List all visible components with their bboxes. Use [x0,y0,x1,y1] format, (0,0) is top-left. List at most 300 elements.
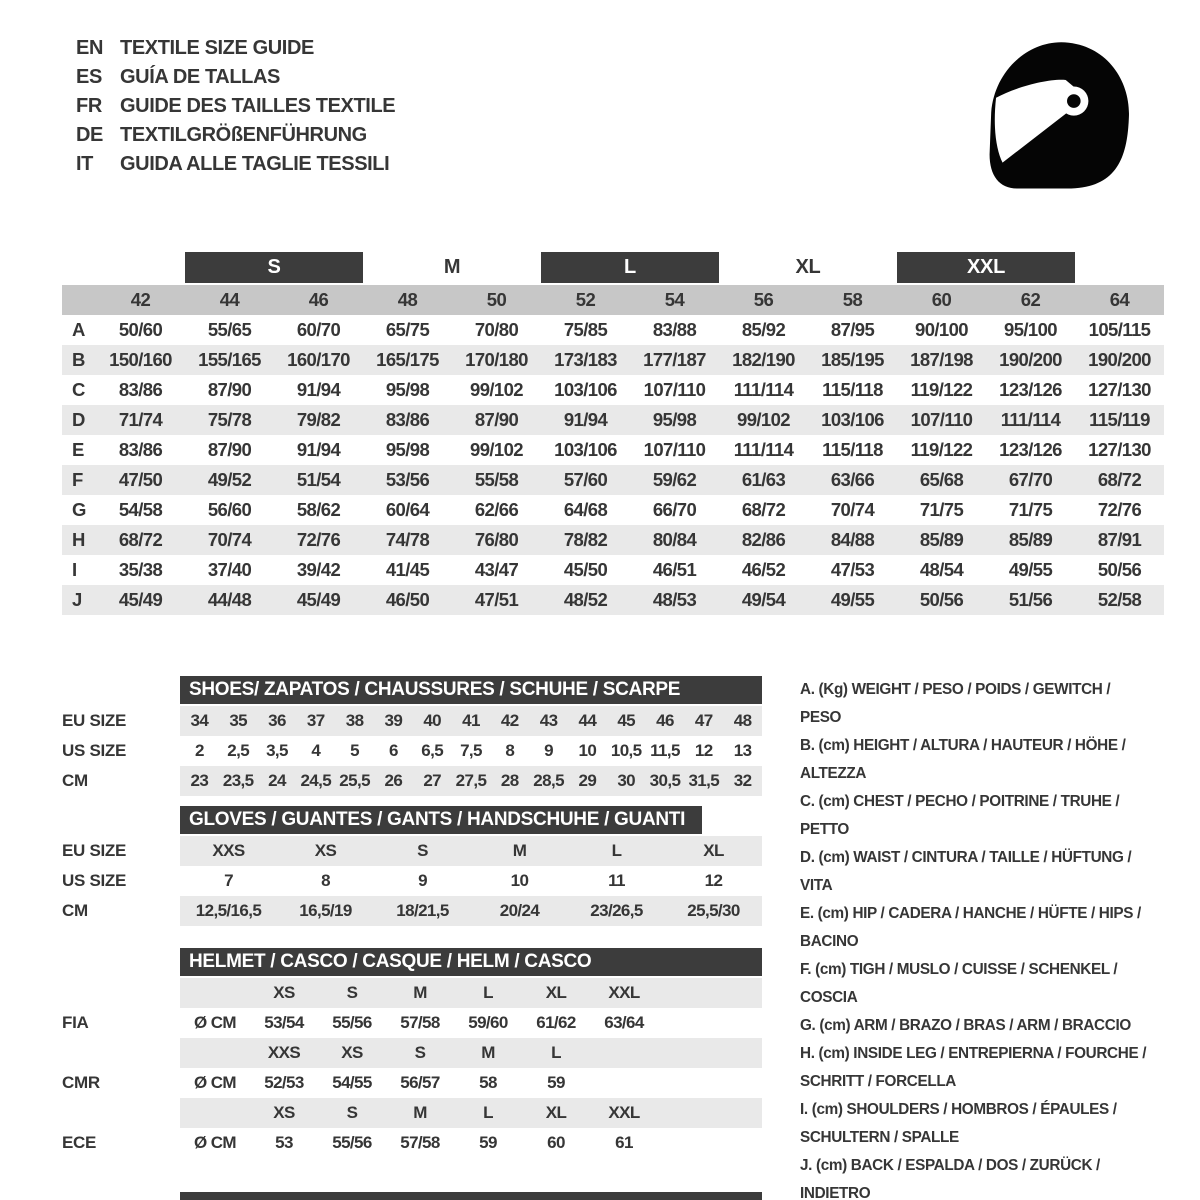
size-value: 155/165 [198,349,261,370]
size-value: 71/75 [919,499,964,520]
size-value: 165/175 [376,349,439,370]
size-value: 190/200 [999,349,1062,370]
textile-size-table [62,252,1164,615]
measure-value: 2 [194,741,204,760]
size-value: 111/114 [733,439,794,460]
size-value: 99/102 [470,439,523,460]
size-band-xxl: XXL [897,252,1075,283]
racing-helmet-icon [972,33,1140,195]
measure-value: 40 [423,711,442,730]
measure-value: 7,5 [460,741,482,760]
size-value: 115/118 [822,439,883,460]
measure-value: 26 [384,771,403,790]
measure-value: 12 [704,871,723,890]
legend-item: D. (cm) WAIST / CINTURA / TAILLE / HÜFTUNG / VITA [800,849,1132,894]
unit-label: Ø CM [194,1073,236,1092]
measure-values [180,896,762,926]
column-header: 48 [397,289,418,310]
helmet-row-spacer [62,1098,180,1128]
partial-bottom-bar [180,1192,762,1200]
helmet-value: 59 [479,1133,497,1152]
measure-value: 24 [268,771,286,790]
helmet-standard-label: FIA [62,1013,89,1032]
measure-value: XXS [212,841,245,860]
size-value: 87/91 [1097,529,1142,550]
size-value: 43/47 [474,559,519,580]
language-row [76,150,395,179]
size-value: 182/190 [732,349,795,370]
measure-value: 35 [229,711,248,730]
measure-row-label: US SIZE [62,871,127,890]
measure-value: 23/26,5 [590,901,643,920]
legend-item: A. (Kg) WEIGHT / PESO / POIDS / GEWITCH / PESO [800,681,1111,726]
size-value: 55/58 [474,469,519,490]
measure-value: 5 [350,741,360,760]
size-value: 170/180 [465,349,528,370]
size-value: 47/51 [474,589,519,610]
size-value: 127/130 [1088,439,1151,460]
measure-value: 9 [418,871,427,890]
measure-value: 38 [345,711,364,730]
row-label: A [72,319,85,340]
size-value: 82/86 [741,529,786,550]
size-value: 66/70 [652,499,697,520]
column-header: 64 [1109,289,1130,310]
helmet-size-label: XXS [267,1043,301,1062]
size-value: 47/50 [118,469,163,490]
size-value: 95/100 [1004,319,1057,340]
size-value: 123/126 [999,379,1062,400]
size-value: 70/74 [830,499,875,520]
measure-value: 20/24 [499,901,540,920]
gloves-section [62,806,762,926]
size-value: 115/119 [1089,409,1150,430]
size-value: 187/198 [910,349,973,370]
measure-values [180,836,762,866]
column-header: 56 [753,289,774,310]
size-table-row [62,555,1164,585]
helmet-sizes-row [62,978,762,1008]
measurement-legend [800,676,1152,1200]
size-value: 85/89 [1008,529,1053,550]
size-value: 84/88 [830,529,875,550]
helmet-section [62,948,762,1158]
measure-row [62,866,762,896]
helmet-size-label: S [346,1103,358,1122]
language-row [76,63,395,92]
size-band-s: S [185,252,363,283]
helmet-size-label: XL [545,983,567,1002]
size-value: 44/48 [207,589,252,610]
measure-row [62,736,762,766]
language-code: FR [76,95,102,117]
helmet-value: 59/60 [468,1013,508,1032]
unit-spacer [180,1038,250,1068]
helmet-value: 55/56 [332,1013,372,1032]
size-value: 35/38 [118,559,163,580]
helmet-values [180,1068,762,1098]
size-value: 185/195 [821,349,884,370]
measure-value: 28,5 [533,771,564,790]
legend-item: E. (cm) HIP / CADERA / HANCHE / HÜFTE / HIPS / BACINO [800,905,1141,950]
size-value: 123/126 [999,439,1062,460]
size-value: 48/54 [919,559,964,580]
column-header: 46 [308,289,329,310]
column-header: 58 [842,289,863,310]
size-value: 51/54 [296,469,341,490]
size-table-row [62,315,1164,345]
column-header: 50 [486,289,507,310]
size-value: 87/90 [474,409,519,430]
size-value: 127/130 [1088,379,1151,400]
unit-label: Ø CM [194,1133,236,1152]
helmet-standard-label: CMR [62,1073,100,1092]
size-value: 83/86 [385,409,430,430]
legend-item: F. (cm) TIGH / MUSLO / CUISSE / SCHENKEL / COSCIA [800,961,1118,1006]
measure-value: 47 [694,711,713,730]
measure-row [62,896,762,926]
size-table-row [62,585,1164,615]
helmet-sizes-row [62,1038,762,1068]
size-value: 52/58 [1097,589,1142,610]
size-value: 90/100 [915,319,968,340]
language-code: IT [76,153,93,175]
size-value: 45/49 [296,589,341,610]
measure-value: 3,5 [266,741,288,760]
size-table-row [62,495,1164,525]
size-value: 190/200 [1088,349,1151,370]
size-value: 72/76 [296,529,341,550]
helmet-value: 57/58 [400,1013,440,1032]
size-value: 78/82 [563,529,608,550]
row-label: H [72,529,85,550]
helmet-row-spacer [62,978,180,1008]
row-label: J [72,589,82,610]
size-value: 51/56 [1008,589,1053,610]
language-list [76,34,395,179]
shoes-section [62,676,762,796]
measure-value: 16,5/19 [299,901,352,920]
helmet-value: 53 [275,1133,293,1152]
size-value: 71/75 [1008,499,1053,520]
helmet-value: 56/57 [400,1073,440,1092]
size-table-row [62,345,1164,375]
helmet-sizes [180,978,762,1008]
measure-value: 39 [384,711,403,730]
measure-value: 30 [617,771,636,790]
helmet-value: 59 [547,1073,565,1092]
size-value: 58/62 [296,499,341,520]
helmet-sizes-row [62,1098,762,1128]
size-value: 49/52 [207,469,252,490]
measure-value: 6 [388,741,398,760]
row-label: C [72,379,85,400]
measure-value: 41 [462,711,480,730]
gloves-rows [62,836,762,926]
language-code: DE [76,124,103,146]
measure-value: 28 [500,771,519,790]
size-value: 61/63 [741,469,786,490]
size-value: 111/114 [1000,409,1061,430]
size-value: 60/70 [296,319,341,340]
measure-value: 23 [190,771,209,790]
size-value: 67/70 [1008,469,1053,490]
measure-value: S [417,841,428,860]
size-value: 80/84 [652,529,697,550]
helmet-value: 60 [547,1133,565,1152]
measure-value: 27,5 [455,771,487,790]
measure-value: 12,5/16,5 [195,901,262,920]
size-value: 91/94 [563,409,608,430]
language-row [76,92,395,121]
measure-row-label: CM [62,771,88,790]
size-value: 83/86 [118,439,163,460]
size-value: 46/52 [741,559,786,580]
language-title: GUÍA DE TALLAS [120,66,280,88]
measure-value: 9 [544,741,554,760]
helmet-size-label: XXL [608,1103,640,1122]
size-value: 46/51 [652,559,697,580]
measure-value: 10 [578,741,597,760]
measure-value: 32 [733,771,752,790]
size-value: 48/53 [652,589,697,610]
helmet-size-label: L [551,1043,561,1062]
helmet-value: 52/53 [264,1073,304,1092]
helmet-sizes [180,1098,762,1128]
size-value: 65/68 [919,469,964,490]
size-value: 85/92 [741,319,786,340]
size-value: 95/98 [385,379,430,400]
helmet-standard-label: ECE [62,1133,97,1152]
size-value: 49/55 [1008,559,1053,580]
shoes-rows [62,706,762,796]
measure-value: 13 [733,741,752,760]
row-label: I [72,559,77,580]
row-label: B [72,349,85,370]
measure-value: 27 [423,771,442,790]
size-value: 74/78 [385,529,430,550]
measure-row [62,706,762,736]
measure-row-label: CM [62,901,88,920]
helmet-value: 58 [479,1073,497,1092]
size-value: 107/110 [643,379,706,400]
size-value: 75/85 [563,319,608,340]
size-value: 111/114 [733,379,794,400]
legend-item: J. (cm) BACK / ESPALDA / DOS / ZURÜCK / INDIETRO [800,1157,1100,1200]
size-value: 41/45 [385,559,430,580]
column-header: 54 [664,289,685,310]
measure-row [62,836,762,866]
size-value: 62/66 [474,499,519,520]
size-value: 68/72 [118,529,163,550]
size-value: 53/56 [385,469,430,490]
language-title: GUIDA ALLE TAGLIE TESSILI [120,153,390,175]
helmet-size-label: M [413,983,427,1002]
size-table-body [62,315,1164,615]
gloves-header: GLOVES / GUANTES / GANTS / HANDSCHUHE / GUANTI [180,806,702,834]
language-code: ES [76,66,102,88]
size-value: 79/82 [296,409,341,430]
measure-value: 23,5 [222,771,254,790]
size-table-row [62,405,1164,435]
row-label: E [72,439,84,460]
measure-value: 25,5/30 [687,901,740,920]
size-value: 107/110 [910,409,973,430]
size-value: 160/170 [287,349,350,370]
measure-value: XL [703,841,724,860]
corner-cell [62,285,96,315]
size-number-row [62,285,1164,315]
helmet-values-row [62,1128,762,1158]
size-table-row [62,525,1164,555]
size-value: 56/60 [207,499,252,520]
language-code: EN [76,37,103,59]
helmet-values-row [62,1068,762,1098]
legend-item: I. (cm) SHOULDERS / HOMBROS / ÉPAULES / SCHULTERN / SPALLE [800,1101,1117,1146]
helmet-size-label: XS [273,983,295,1002]
size-value: 95/98 [652,409,697,430]
measure-value: 10,5 [610,741,642,760]
language-title: TEXTILE SIZE GUIDE [120,37,314,59]
size-value: 119/122 [910,379,973,400]
measure-value: 44 [578,711,597,730]
helmet-sizes [180,1038,762,1068]
size-value: 85/89 [919,529,964,550]
size-value: 76/80 [474,529,519,550]
measure-value: 31,5 [688,771,720,790]
size-value: 70/80 [474,319,519,340]
size-value: 45/49 [118,589,163,610]
measure-row-label: US SIZE [62,741,127,760]
size-value: 91/94 [296,439,341,460]
measure-row-label: EU SIZE [62,841,127,860]
helmet-size-label: M [413,1103,427,1122]
size-table-row [62,435,1164,465]
size-value: 71/74 [118,409,163,430]
size-value: 107/110 [643,439,706,460]
helmet-size-label: S [346,983,358,1002]
size-value: 55/65 [207,319,252,340]
measure-value: 34 [190,711,209,730]
size-value: 54/58 [118,499,163,520]
unit-spacer [180,978,250,1008]
column-header: 62 [1020,289,1041,310]
size-band-xl: XL [795,256,821,278]
size-value: 64/68 [563,499,608,520]
helmet-size-label: L [483,983,493,1002]
helmet-values [180,1128,762,1158]
row-label: F [72,469,83,490]
measure-value: 8 [505,741,515,760]
size-table-row [62,465,1164,495]
legend-item: B. (cm) HEIGHT / ALTURA / HAUTEUR / HÖHE / ALTEZZA [800,737,1126,782]
unit-label: Ø CM [194,1013,236,1032]
size-value: 60/64 [385,499,430,520]
helmet-value: 61/62 [536,1013,576,1032]
size-value: 59/62 [652,469,697,490]
size-value: 39/42 [296,559,341,580]
size-value: 103/106 [554,439,617,460]
size-value: 72/76 [1097,499,1142,520]
size-value: 46/50 [385,589,430,610]
helmet-size-label: S [414,1043,426,1062]
measure-value: 6,5 [421,741,444,760]
measure-values [180,706,762,736]
row-label: D [72,409,85,430]
size-table-row [62,375,1164,405]
helmet-size-label [590,1038,658,1068]
helmet-size-label: XS [341,1043,363,1062]
legend-item: G. (cm) ARM / BRAZO / BRAS / ARM / BRACCIO [800,1017,1131,1034]
measure-value: 11,5 [650,741,680,760]
size-value: 75/78 [207,409,252,430]
column-header: 42 [130,289,151,310]
helmet-values [180,1008,762,1038]
size-value: 115/118 [822,379,883,400]
measure-value: 18/21,5 [396,901,449,920]
measure-value: 11 [608,871,625,890]
size-value: 91/94 [296,379,341,400]
measure-value: 2,5 [227,741,250,760]
size-value: 50/60 [118,319,163,340]
measure-value: 29 [578,771,597,790]
size-value: 47/53 [830,559,875,580]
helmet-size-label: M [481,1043,495,1062]
size-value: 63/66 [830,469,875,490]
size-value: 99/102 [737,409,790,430]
size-value: 70/74 [207,529,252,550]
size-value: 177/187 [643,349,706,370]
size-value: 103/106 [821,409,884,430]
measure-value: 36 [268,711,286,730]
size-value: 68/72 [1097,469,1142,490]
size-band-l: L [541,252,719,283]
measure-value: L [611,841,622,860]
size-value: 68/72 [741,499,786,520]
legend-item: H. (cm) INSIDE LEG / ENTREPIERNA / FOURCHE / SCHRITT / FORCELLA [800,1045,1147,1090]
size-value: 83/88 [652,319,697,340]
language-row [76,34,395,63]
helmet-size-label: XXL [608,983,640,1002]
size-band-m: M [443,256,461,278]
helmet-value: 63/64 [604,1013,644,1032]
measure-value: 4 [311,741,321,760]
helmet-values-row [62,1008,762,1038]
helmet-size-label: L [483,1103,493,1122]
helmet-size-label: XS [273,1103,295,1122]
helmet-row-spacer [62,1038,180,1068]
size-value: 49/54 [741,589,786,610]
helmet-value: 61 [615,1133,633,1152]
measure-value: 45 [617,711,636,730]
size-value: 45/50 [563,559,608,580]
row-label: G [72,499,86,520]
size-value: 65/75 [385,319,430,340]
measure-values [180,736,762,766]
size-value: 87/95 [830,319,875,340]
helmet-value: 53/54 [264,1013,304,1032]
size-value: 99/102 [470,379,523,400]
size-band-row [62,252,1164,283]
helmet-value [590,1068,658,1098]
size-value: 83/86 [118,379,163,400]
measure-value: 37 [306,711,325,730]
measure-value: 12 [694,741,713,760]
legend-item: C. (cm) CHEST / PECHO / POITRINE / TRUHE / PETTO [800,793,1120,838]
column-header: 52 [575,289,596,310]
measure-value: 30,5 [649,771,681,790]
helmet-rows [62,978,762,1158]
